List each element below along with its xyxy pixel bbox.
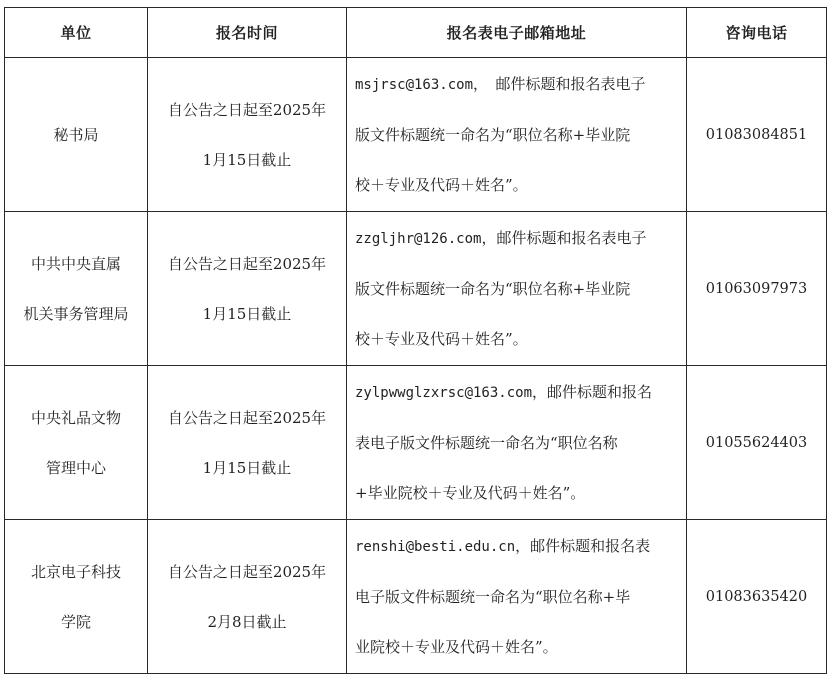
header-registration-time: 报名时间	[148, 8, 347, 58]
email-address-link[interactable]: msjrsc@163.com	[355, 77, 474, 93]
email-note-text: ，邮件标题和报名	[532, 383, 653, 401]
unit-name: 管理中心	[45, 458, 106, 477]
unit-cell	[5, 212, 148, 366]
email-note-text: 版文件标题统一命名为“职位名称+毕业院	[355, 280, 631, 298]
email-note-text: 校＋专业及代码＋姓名”。	[355, 176, 528, 194]
time-text: 自公告之日起至2025年	[167, 254, 327, 273]
unit-name: 学院	[60, 612, 91, 631]
time-text: 1月15日截止	[202, 458, 292, 477]
header-unit: 单位	[5, 8, 148, 58]
email-note-text: ，邮件标题和报名表电子	[481, 229, 647, 247]
email-note-text: ，邮件标题和报名表	[515, 537, 651, 555]
unit-name: 机关事务管理局	[23, 304, 129, 323]
time-text: 1月15日截止	[202, 304, 292, 323]
email-cell	[347, 366, 687, 520]
phone-number: 01063097973	[687, 212, 827, 366]
time-text: 自公告之日起至2025年	[167, 562, 327, 581]
email-cell	[347, 212, 687, 366]
table-row	[5, 212, 827, 366]
unit-name: 北京电子科技	[30, 562, 121, 581]
email-note-text: 表电子版文件标题统一命名为“职位名称	[355, 434, 618, 452]
email-cell	[347, 58, 687, 212]
time-cell	[148, 366, 347, 520]
unit-name: 中共中央直属	[30, 254, 121, 273]
email-note-text: ， 邮件标题和报名表电子	[473, 75, 646, 93]
header-phone: 咨询电话	[687, 8, 827, 58]
unit-name: 中央礼品文物	[30, 408, 121, 427]
table-row	[5, 520, 827, 674]
phone-number: 01083635420	[687, 520, 827, 674]
email-address-link[interactable]: renshi@besti.edu.cn	[355, 539, 516, 555]
email-note-text: 校＋专业及代码＋姓名”。	[355, 330, 528, 348]
table-row	[5, 366, 827, 520]
unit-cell	[5, 366, 148, 520]
email-address-link[interactable]: zzgljhr@126.com	[355, 231, 482, 247]
email-note-text: 版文件标题统一命名为“职位名称+毕业院	[355, 126, 631, 144]
email-note-text: +毕业院校＋专业及代码＋姓名”。	[355, 484, 586, 502]
time-cell	[148, 520, 347, 674]
time-cell	[148, 212, 347, 366]
unit-name: 秘书局	[53, 125, 99, 144]
time-text: 1月15日截止	[202, 150, 292, 169]
time-text: 自公告之日起至2025年	[167, 100, 327, 119]
email-address-link[interactable]: zylpwwglzxrsc@163.com	[355, 385, 533, 401]
unit-cell	[5, 520, 148, 674]
phone-number: 01083084851	[687, 58, 827, 212]
time-cell	[148, 58, 347, 212]
table-header-row	[5, 8, 827, 58]
email-note-text: 电子版文件标题统一命名为“职位名称+毕	[355, 588, 631, 606]
email-note-text: 业院校＋专业及代码＋姓名”。	[355, 638, 558, 656]
registration-table	[4, 7, 827, 674]
unit-cell	[5, 58, 148, 212]
phone-number: 01055624403	[687, 366, 827, 520]
time-text: 自公告之日起至2025年	[167, 408, 327, 427]
time-text: 2月8日截止	[207, 612, 287, 631]
email-cell	[347, 520, 687, 674]
table-row	[5, 58, 827, 212]
header-email-address: 报名表电子邮箱地址	[347, 8, 687, 58]
